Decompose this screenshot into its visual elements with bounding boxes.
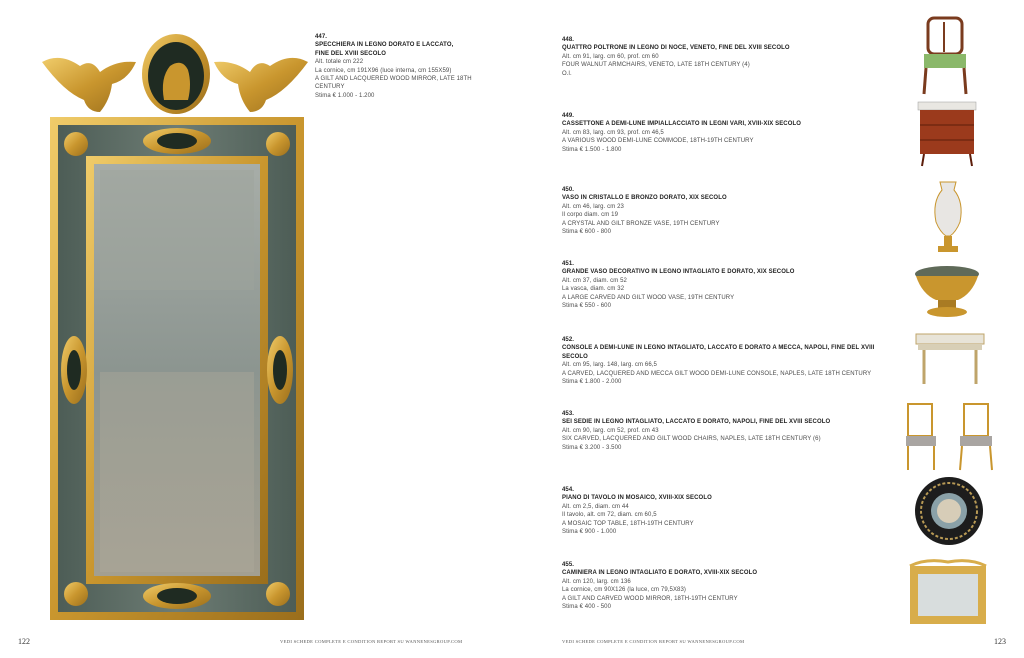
lot-dimensions: Il corpo diam. cm 19 (562, 212, 619, 219)
lot-title-line: VASO IN CRISTALLO E BRONZO DORATO, XIX SECOLO (562, 195, 727, 202)
lot-dimensions: La vasca, diam. cm 32 (562, 286, 625, 293)
lot-title-line: SPECCHIERA IN LEGNO DORATO E LACCATO, (315, 42, 454, 49)
lot-estimate: Stima € 1.500 - 1.800 (562, 146, 622, 153)
lot-dimensions: Alt. cm 37, diam. cm 52 (562, 277, 627, 284)
lot-title-line: CAMINIERA IN LEGNO INTAGLIATO E DORATO, XVIII-XIX SECOLO (562, 570, 758, 577)
lot-number: 451. (562, 261, 575, 267)
lot-english-title: CENTURY (315, 84, 345, 91)
lot-number: 447. (315, 34, 328, 40)
lot-number: 448. (562, 37, 575, 43)
lot-title-line: PIANO DI TAVOLO IN MOSAICO, XVIII-XIX SECOLO (562, 495, 712, 502)
lot-title-line: SECOLO (562, 353, 588, 360)
lot-estimate: Stima € 600 - 800 (562, 229, 612, 236)
lot-number: 455. (562, 562, 575, 568)
lot-dimensions: Alt. cm 46, larg. cm 23 (562, 203, 624, 210)
lot-english-title: A CARVED, LACQUERED AND MECCA GILT WOOD DEMI-LUNE CONSOLE, NAPLES, LATE 18TH CENTURY (562, 370, 872, 377)
lot-estimate: Stima € 900 - 1.000 (562, 529, 617, 536)
lot-estimate: Stima € 1.000 - 1.200 (315, 92, 375, 99)
page-number: 123 (994, 637, 1006, 646)
lot-454 (562, 486, 892, 536)
right-page (512, 0, 1024, 658)
lot-english-title: SIX CARVED, LACQUERED AND GILT WOOD CHAIRS, NAPLES, LATE 18TH CENTURY (6) (562, 436, 821, 443)
lot-dimensions: Alt. cm 83, larg. cm 93, prof. cm 46,5 (562, 129, 664, 136)
lot-452 (562, 336, 892, 386)
lot-number: 452. (562, 337, 575, 343)
lot-english-title: A GILT AND LACQUERED WOOD MIRROR, LATE 18TH (315, 76, 472, 83)
lot-451 (562, 260, 892, 310)
jardiniere-icon (912, 262, 982, 322)
lot-number: 449. (562, 113, 575, 119)
lot-dimensions: Alt. cm 95, larg. 148, larg. cm 66,5 (562, 362, 657, 369)
lot-447 (315, 33, 505, 100)
lot-450 (562, 186, 892, 236)
lot-455 (562, 561, 892, 611)
lot-estimate: Stima € 400 - 500 (562, 604, 612, 611)
armchair-icon (914, 14, 974, 96)
lot-english-title: A LARGE CARVED AND GILT WOOD VASE, 19TH CENTURY (562, 294, 735, 301)
page-footer: VEDI SCHEDE COMPLETE E CONDITION REPORT SU WANNENESGROUP.COM (280, 639, 463, 644)
lot-dimensions: Alt. cm 90, larg. cm 52, prof. cm 43 (562, 427, 659, 434)
lot-dimensions: Alt. cm 2,5, diam. cm 44 (562, 503, 629, 510)
lot-english-title: A CRYSTAL AND GILT BRONZE VASE, 19TH CENTURY (562, 220, 720, 227)
lot-english-title: A GILT AND CARVED WOOD MIRROR, 18TH-19TH CENTURY (562, 595, 738, 602)
lot-dimensions: La cornice, cm 191X96 (luce interna, cm 155X59) (315, 67, 452, 74)
lot-estimate: Stima € 1.800 - 2.000 (562, 379, 622, 386)
lot-english-title: FOUR WALNUT ARMCHAIRS, VENETO, LATE 18TH CENTURY (4) (562, 62, 750, 69)
page-footer: VEDI SCHEDE COMPLETE E CONDITION REPORT SU WANNENESGROUP.COM (562, 639, 745, 644)
lot-453 (562, 410, 892, 452)
lot-title-line: FINE DEL XVIII SECOLO (315, 50, 387, 57)
lot-title-line: GRANDE VASO DECORATIVO IN LEGNO INTAGLIATO E DORATO, XIX SECOLO (562, 269, 795, 276)
chairs-icon (902, 400, 1002, 472)
lot-number: 450. (562, 187, 575, 193)
lot-449 (562, 112, 892, 154)
lot-number: 453. (562, 411, 575, 417)
lot-dimensions: Alt. totale cm 222 (315, 59, 364, 66)
lot-448 (562, 36, 892, 78)
lot-dimensions: La cornice, cm 90X126 (la luce, cm 79,5X83) (562, 587, 687, 594)
page-number: 122 (18, 637, 30, 646)
commode-icon (912, 98, 982, 168)
lot-number: 454. (562, 487, 575, 493)
lot-estimate: O.l. (562, 70, 572, 77)
console-table-icon (912, 330, 988, 386)
vase-icon (928, 178, 968, 258)
overmantel-mirror-icon (906, 558, 990, 630)
lot-title-line: CONSOLE A DEMI-LUNE IN LEGNO INTAGLIATO, LACCATO E DORATO A MECCA, NAPOLI, FINE DEL XVIII (562, 345, 875, 352)
lot-title-line: SEI SEDIE IN LEGNO INTAGLIATO, LACCATO E DORATO, NAPOLI, FINE DEL XVIII SECOLO (562, 419, 831, 426)
lot-title-line: CASSETTONE A DEMI-LUNE IMPIALLACCIATO IN LEGNI VARI, XVIII-XIX SECOLO (562, 121, 802, 128)
lot-dimensions: Il tavolo, alt. cm 72, diam. cm 60,5 (562, 512, 657, 519)
lot-dimensions: Alt. cm 120, larg. cm 136 (562, 578, 631, 585)
lot-english-title: A VARIOUS WOOD DEMI-LUNE COMMODE, 18TH-19TH CENTURY (562, 138, 754, 145)
lot-estimate: Stima € 3.200 - 3.500 (562, 444, 622, 451)
lot-dimensions: Alt. cm 91, larg. cm 60, prof. cm 60 (562, 53, 659, 60)
lot-english-title: A MOSAIC TOP TABLE, 18TH-19TH CENTURY (562, 520, 694, 527)
mosaic-table-top-icon (912, 474, 986, 548)
lot-title-line: QUATTRO POLTRONE IN LEGNO DI NOCE, VENETO, FINE DEL XVIII SECOLO (562, 45, 790, 52)
lot-estimate: Stima € 550 - 600 (562, 303, 612, 310)
